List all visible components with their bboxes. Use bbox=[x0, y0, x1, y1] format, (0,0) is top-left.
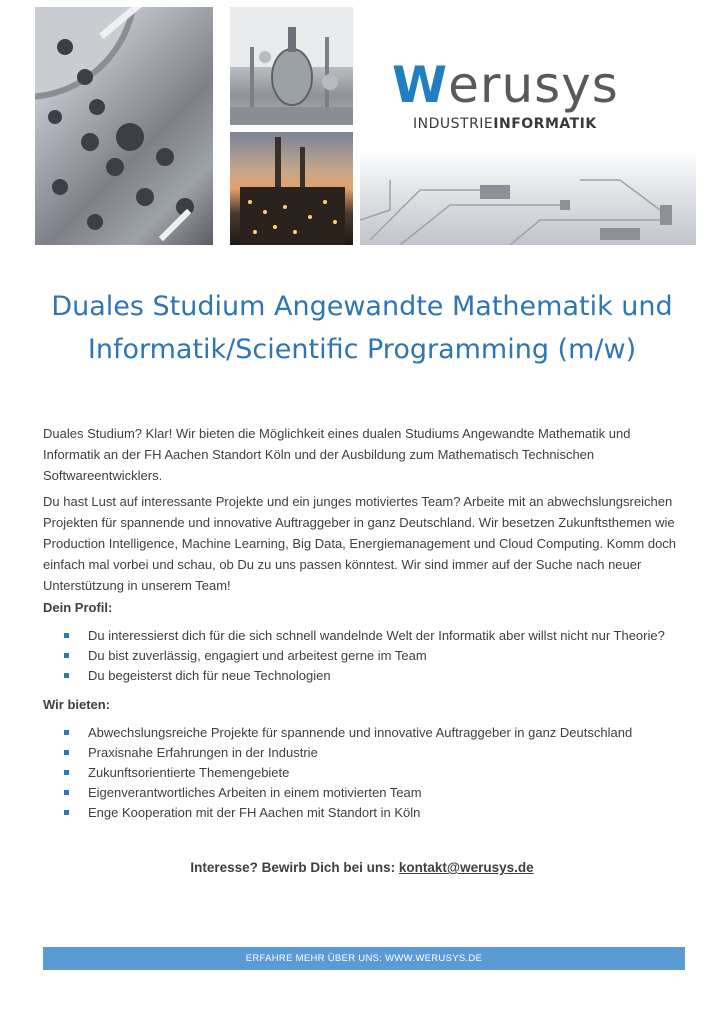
list-item-text: Abwechslungsreiche Projekte für spannende und innovative Auftraggeber in ganz Deutschland bbox=[88, 725, 633, 740]
company-logo bbox=[392, 55, 619, 115]
list-item-text: Zukunftsorientierte Themengebiete bbox=[88, 765, 290, 780]
bullet-icon bbox=[64, 653, 69, 658]
list-item bbox=[43, 743, 703, 763]
gear-photo bbox=[35, 7, 213, 245]
list-item-text: Du bist zuverlässig, engagiert und arbeitest gerne im Team bbox=[88, 648, 427, 663]
bullet-icon bbox=[64, 673, 69, 678]
list-item-text: Du begeisterst dich für neue Technologien bbox=[88, 668, 331, 683]
list-item bbox=[43, 646, 703, 666]
logo-tagline-light: INDUSTRIE bbox=[413, 116, 494, 132]
circuit-board-photo bbox=[360, 150, 696, 245]
footer-text: ERFAHRE MEHR ÜBER UNS: WWW.WERUSYS.DE bbox=[245, 953, 483, 964]
list-item-text: Du interessierst dich für die sich schnell wandelnde Welt der Informatik aber willst nicht nur Theorie? bbox=[88, 628, 665, 643]
bullet-icon bbox=[64, 730, 69, 735]
title-line-2: Informatik/Scientific Programming (m/w) bbox=[87, 334, 637, 365]
call-to-action bbox=[0, 860, 724, 875]
intro-paragraph-2: Du hast Lust auf interessante Projekte und ein junges motiviertes Team? Arbeite mit an abwechslungsreichen Projekten für spannende und innovative Auftraggeber in ganz Deutschland. Wir besetzen Zukunftsthemen wie Production Intelligence, Machine Learning, Big Data, Energiemanagement und Cloud Computing. Komm doch einfach mal vorbei und schau, ob Du zu uns passen könntest. Wir sind immer auf der Suche nach neuer Unterstützung in unserem Team! bbox=[43, 494, 677, 593]
list-item bbox=[43, 783, 703, 803]
list-item bbox=[43, 803, 703, 823]
list-item bbox=[43, 666, 703, 686]
contact-email-link[interactable]: kontakt@werusys.de bbox=[398, 860, 534, 875]
laboratory-photo bbox=[230, 7, 353, 125]
bullet-icon bbox=[64, 810, 69, 815]
footer-banner bbox=[43, 947, 685, 970]
title-line-1: Duales Studium Angewandte Mathematik und bbox=[51, 291, 673, 322]
bullet-icon bbox=[64, 633, 69, 638]
logo-tagline bbox=[413, 116, 597, 132]
profile-heading: Dein Profil: bbox=[43, 600, 113, 615]
offer-list bbox=[43, 723, 703, 823]
list-item bbox=[43, 626, 703, 646]
offer-heading: Wir bieten: bbox=[43, 697, 111, 712]
bullet-icon bbox=[64, 790, 69, 795]
logo-tagline-bold: INFORMATIK bbox=[493, 116, 597, 132]
profile-list bbox=[43, 626, 703, 686]
bullet-icon bbox=[64, 770, 69, 775]
logo-wordmark: erusys bbox=[448, 56, 619, 114]
list-item-text: Praxisnahe Erfahrungen in der Industrie bbox=[88, 745, 318, 760]
cta-text: Interesse? Bewirb Dich bei uns: bbox=[190, 860, 399, 875]
industrial-plant-photo bbox=[230, 132, 353, 245]
list-item-text: Enge Kooperation mit der FH Aachen mit Standort in Köln bbox=[88, 805, 421, 820]
logo-letter-w: W bbox=[392, 56, 449, 114]
list-item bbox=[43, 763, 703, 783]
page-title bbox=[40, 285, 684, 371]
bullet-icon bbox=[64, 750, 69, 755]
list-item bbox=[43, 723, 703, 743]
intro-paragraph-1: Duales Studium? Klar! Wir bieten die Möglichkeit eines dualen Studiums Angewandte Mathematik und Informatik an der FH Aachen Standort Köln und der Ausbildung zum Mathematisch Technischen Softwareentwicklers. bbox=[43, 426, 631, 483]
list-item-text: Eigenverantwortliches Arbeiten in einem motivierten Team bbox=[88, 785, 422, 800]
